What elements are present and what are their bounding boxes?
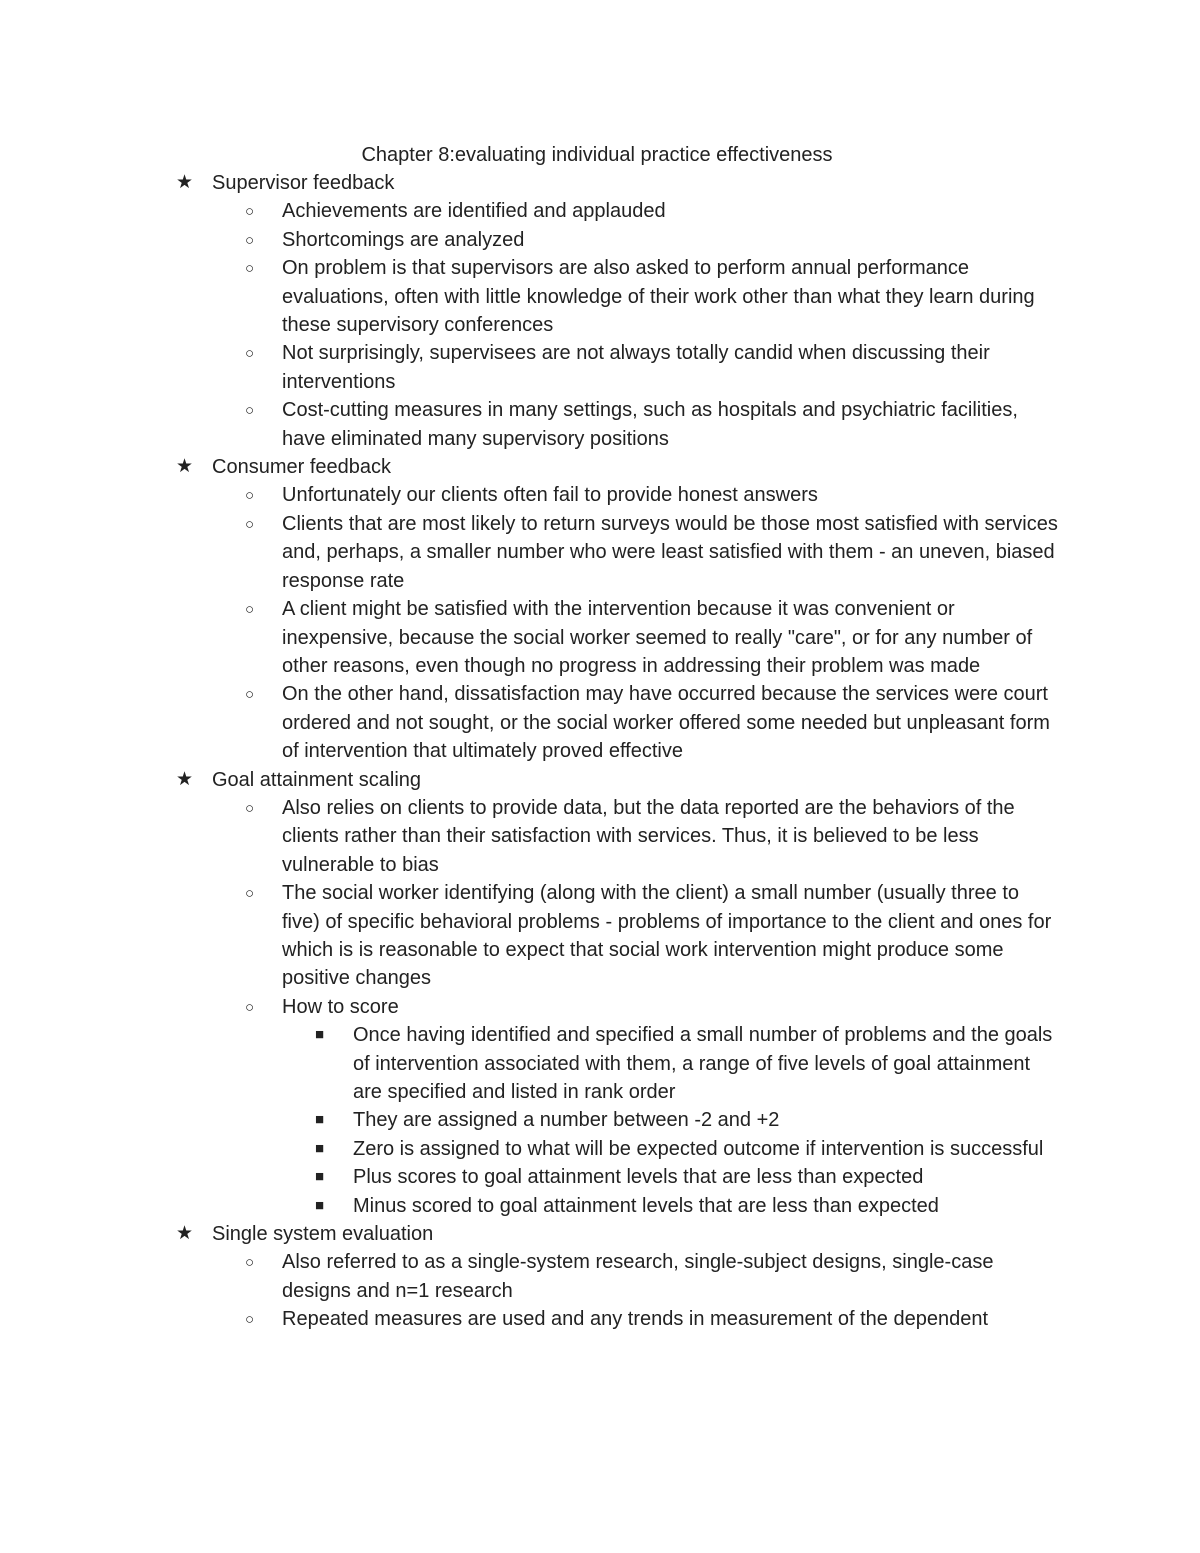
nested-list-item <box>0 1163 1200 1191</box>
circle-bullet-icon: ○ <box>245 515 255 533</box>
circle-bullet-icon: ○ <box>245 686 255 704</box>
circle-bullet-icon: ○ <box>245 345 255 363</box>
circle-bullet-icon: ○ <box>245 231 255 249</box>
list-item <box>0 197 1200 225</box>
page-title: Chapter 8:evaluating individual practice effectiveness <box>361 144 833 166</box>
nested-list-item <box>0 1021 1200 1106</box>
list-item <box>0 1248 1200 1305</box>
sub-list <box>0 197 1200 453</box>
list-item-text: On problem is that supervisors are also asked to perform annual performance evaluations, often with little knowledge of their work other than what they learn during these supervisory conferences <box>282 257 1035 337</box>
circle-bullet-icon: ○ <box>245 1311 255 1329</box>
nested-list-item <box>0 1106 1200 1134</box>
nested-list-item <box>0 1135 1200 1163</box>
circle-bullet-icon: ○ <box>245 260 255 278</box>
star-bullet-icon: ★ <box>176 768 194 790</box>
list-item-text: Achievements are identified and applauded <box>282 200 666 223</box>
circle-bullet-icon: ○ <box>245 1254 255 1272</box>
circle-bullet-icon: ○ <box>245 203 255 221</box>
list-item <box>0 879 1200 993</box>
notes-outline <box>0 169 1200 1334</box>
section-single-system-evaluation <box>0 1220 1200 1334</box>
section-heading: Single system evaluation <box>212 1223 434 1246</box>
section-supervisor-feedback <box>0 169 1200 453</box>
section-heading: Goal attainment scaling <box>212 768 422 791</box>
list-item <box>0 680 1200 765</box>
sub-list <box>0 481 1200 765</box>
list-item <box>0 993 1200 1220</box>
nested-sub-list <box>0 1021 1200 1220</box>
square-bullet-icon: ■ <box>315 1111 325 1129</box>
list-item-text: Also referred to as a single-system research, single-subject designs, single-case designs and n=1 research <box>282 1251 994 1302</box>
square-bullet-icon: ■ <box>315 1196 325 1214</box>
nested-list-item-text: They are assigned a number between -2 and +2 <box>353 1109 780 1132</box>
nested-list-item-text: Plus scores to goal attainment levels that are less than expected <box>353 1166 924 1189</box>
nested-list-item-text: Minus scored to goal attainment levels that are less than expected <box>353 1194 939 1217</box>
star-bullet-icon: ★ <box>176 456 194 478</box>
list-item-text: Unfortunately our clients often fail to provide honest answers <box>282 484 818 507</box>
list-item-text: On the other hand, dissatisfaction may have occurred because the services were court ordered and not sought, or the social worker offered some needed but unpleasant form of intervention that ultimately proved effective <box>282 683 1050 763</box>
circle-bullet-icon: ○ <box>245 885 255 903</box>
sub-list <box>0 794 1200 1220</box>
section-heading: Supervisor feedback <box>212 172 395 194</box>
list-item <box>0 1305 1200 1333</box>
list-item <box>0 481 1200 509</box>
list-item <box>0 254 1200 339</box>
square-bullet-icon: ■ <box>315 1026 325 1044</box>
circle-bullet-icon: ○ <box>245 601 255 619</box>
nested-list-item-text: Once having identified and specified a small number of problems and the goals of intervention associated with them, a range of five levels of goal attainment are specified and listed in rank order <box>353 1024 1053 1103</box>
circle-bullet-icon: ○ <box>245 998 255 1016</box>
section-goal-attainment-scaling <box>0 766 1200 1221</box>
list-item <box>0 794 1200 879</box>
section-heading: Consumer feedback <box>212 456 391 479</box>
list-item-text: The social worker identifying (along with the client) a small number (usually three to five) of specific behavioral problems - problems of importance to the client and ones for which is is reasonable to expect that social work intervention might produce some positive changes <box>282 882 1052 990</box>
star-bullet-icon: ★ <box>176 1223 194 1245</box>
list-item <box>0 396 1200 453</box>
list-item-text: Clients that are most likely to return surveys would be those most satisfied with services and, perhaps, a smaller number who were least satisfied with them - an uneven, biased response rate <box>282 512 1058 592</box>
square-bullet-icon: ■ <box>315 1139 325 1157</box>
nested-list-item-text: Zero is assigned to what will be expected outcome if intervention is successful <box>353 1137 1044 1160</box>
circle-bullet-icon: ○ <box>245 402 255 420</box>
list-item-text: Not surprisingly, supervisees are not always totally candid when discussing their interventions <box>282 342 990 393</box>
list-item <box>0 510 1200 595</box>
star-bullet-icon: ★ <box>176 172 194 193</box>
list-item-text: Also relies on clients to provide data, but the data reported are the behaviors of the clients rather than their satisfaction with services. Thus, it is believed to be less vulnerable to bias <box>282 796 1015 876</box>
list-item <box>0 226 1200 254</box>
list-item-text: Repeated measures are used and any trends in measurement of the dependent <box>282 1308 989 1331</box>
sub-list <box>0 1248 1200 1333</box>
list-item <box>0 595 1200 680</box>
list-item-text: Cost-cutting measures in many settings, such as hospitals and psychiatric facilities, have eliminated many supervisory positions <box>282 399 1018 450</box>
section-consumer-feedback <box>0 453 1200 765</box>
circle-bullet-icon: ○ <box>245 799 255 817</box>
circle-bullet-icon: ○ <box>245 487 255 505</box>
list-item-text: Shortcomings are analyzed <box>282 228 525 251</box>
list-item-text: A client might be satisfied with the intervention because it was convenient or inexpensive, because the social worker seemed to really "care", or for any number of other reasons, even though no progress in addressing their problem was made <box>282 598 1033 677</box>
nested-list-item <box>0 1192 1200 1220</box>
square-bullet-icon: ■ <box>315 1168 325 1186</box>
list-item <box>0 339 1200 396</box>
list-item-text: How to score <box>282 995 399 1018</box>
